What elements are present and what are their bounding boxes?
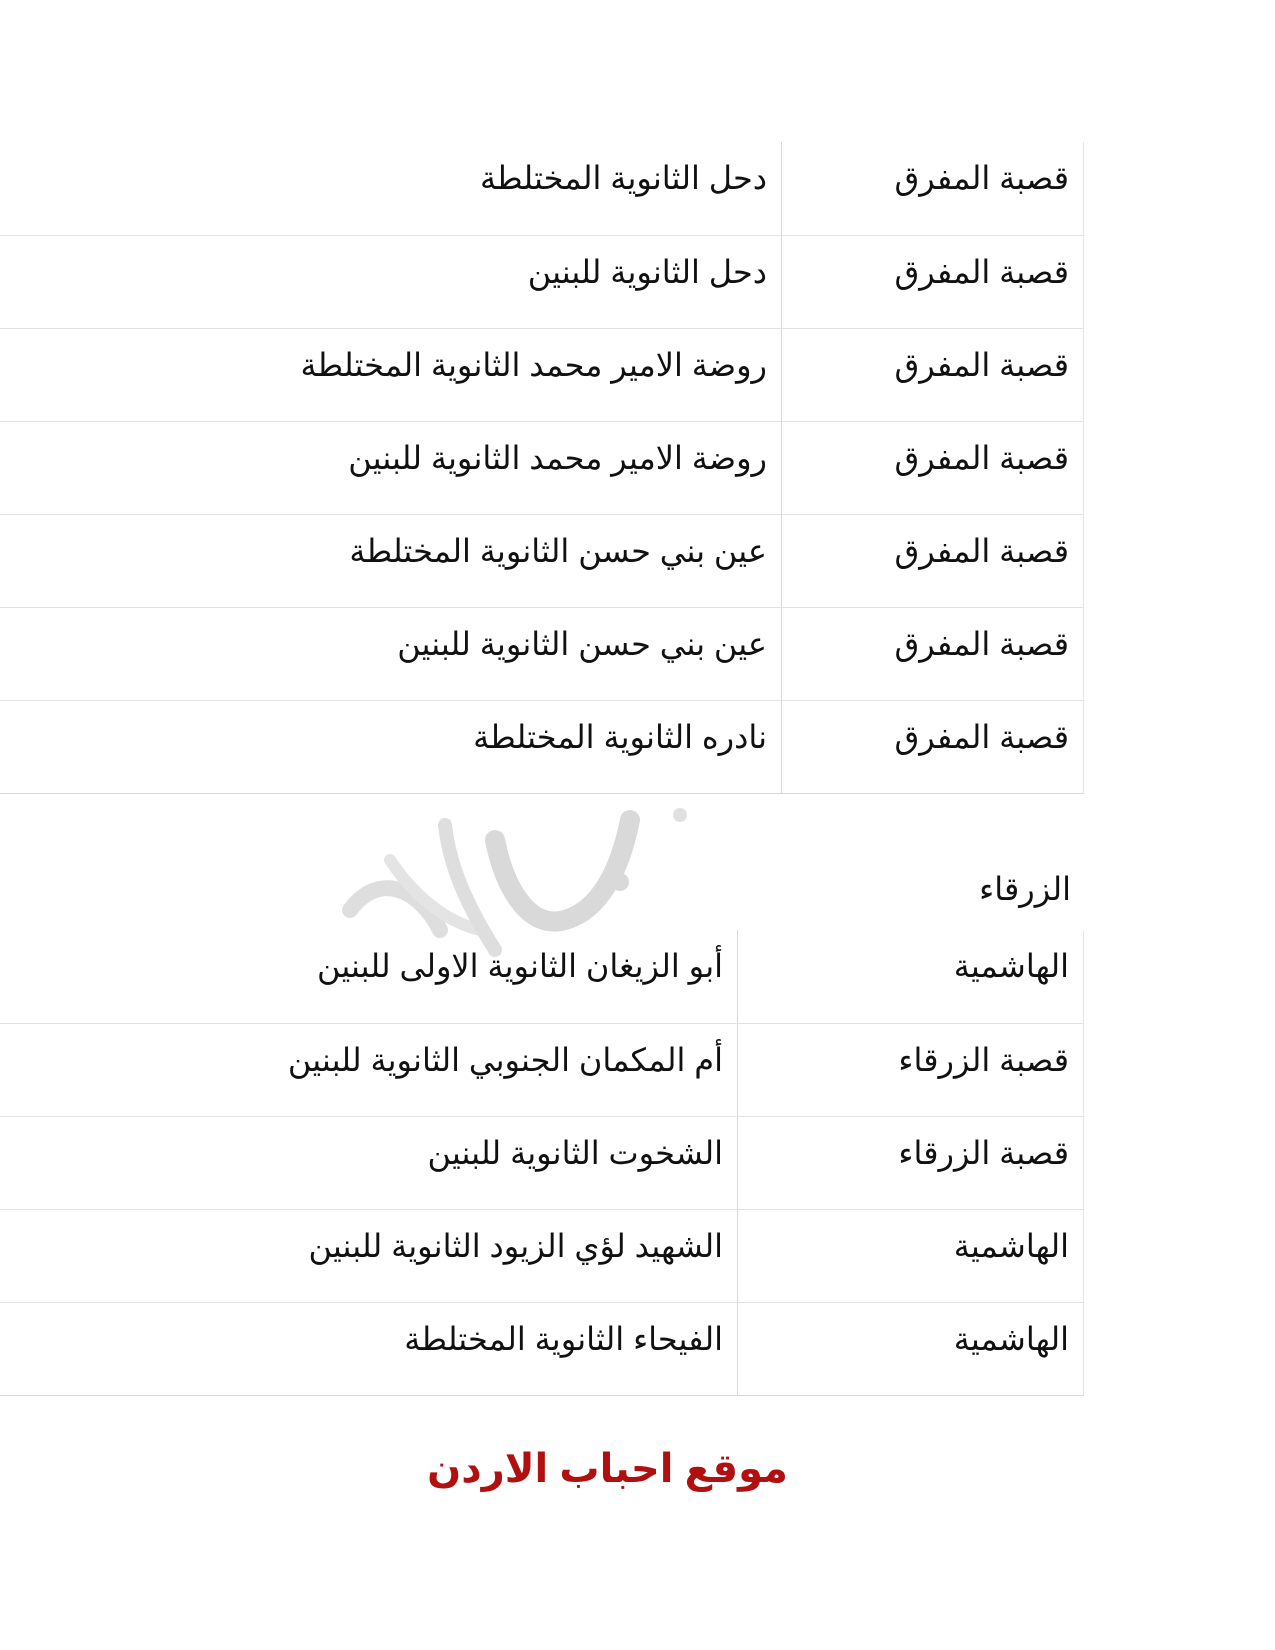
- school-cell: دحل الثانوية للبنين: [0, 235, 782, 328]
- district-cell: قصبة الزرقاء: [738, 1116, 1084, 1209]
- school-cell: الفيحاء الثانوية المختلطة: [0, 1302, 738, 1395]
- table-row: [0, 328, 1084, 421]
- table-row: [0, 421, 1084, 514]
- mafraq-schools-table: [0, 142, 1084, 794]
- district-cell: الهاشمية: [738, 1302, 1084, 1395]
- table-row: [0, 1209, 1084, 1302]
- school-cell: روضة الامير محمد الثانوية المختلطة: [0, 328, 782, 421]
- district-cell: الهاشمية: [738, 1209, 1084, 1302]
- school-cell: نادره الثانوية المختلطة: [0, 700, 782, 793]
- table-row: [0, 700, 1084, 793]
- district-cell: قصبة المفرق: [782, 421, 1084, 514]
- school-cell: عين بني حسن الثانوية للبنين: [0, 607, 782, 700]
- district-cell: قصبة المفرق: [782, 514, 1084, 607]
- school-cell: روضة الامير محمد الثانوية للبنين: [0, 421, 782, 514]
- school-cell: دحل الثانوية المختلطة: [0, 142, 782, 235]
- table-row: [0, 607, 1084, 700]
- table-row: [0, 1116, 1084, 1209]
- district-cell: قصبة المفرق: [782, 700, 1084, 793]
- table-row: [0, 930, 1084, 1023]
- zarqa-schools-table: [0, 930, 1084, 1396]
- table-row: [0, 514, 1084, 607]
- table-row: [0, 235, 1084, 328]
- region-heading-zarqa: الزرقاء: [979, 871, 1071, 907]
- district-cell: الهاشمية: [738, 930, 1084, 1023]
- district-cell: قصبة المفرق: [782, 142, 1084, 235]
- school-cell: عين بني حسن الثانوية المختلطة: [0, 514, 782, 607]
- district-cell: قصبة المفرق: [782, 607, 1084, 700]
- school-cell: أم المكمان الجنوبي الثانوية للبنين: [0, 1023, 738, 1116]
- table-row: [0, 1302, 1084, 1395]
- school-cell: الشخوت الثانوية للبنين: [0, 1116, 738, 1209]
- district-cell: قصبة المفرق: [782, 328, 1084, 421]
- district-cell: قصبة المفرق: [782, 235, 1084, 328]
- school-cell: الشهيد لؤي الزيود الثانوية للبنين: [0, 1209, 738, 1302]
- table-row: [0, 142, 1084, 235]
- school-cell: أبو الزيغان الثانوية الاولى للبنين: [0, 930, 738, 1023]
- site-name-link[interactable]: موقع احباب الاردن: [427, 1447, 788, 1491]
- district-cell: قصبة الزرقاء: [738, 1023, 1084, 1116]
- table-row: [0, 1023, 1084, 1116]
